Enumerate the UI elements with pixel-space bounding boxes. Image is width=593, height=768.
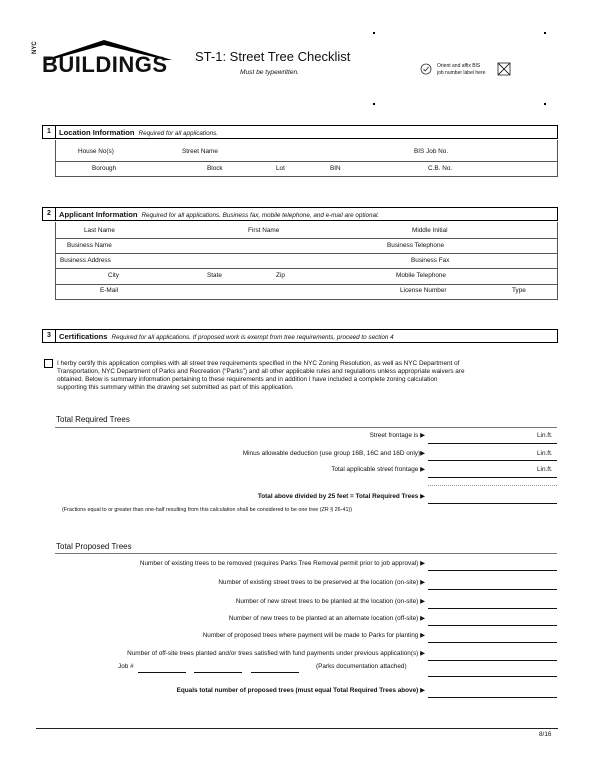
business-address-field[interactable]: Business Address (60, 257, 111, 264)
bis-label-line2: job number label here (437, 70, 486, 76)
field-border (55, 140, 56, 177)
heading-rule (55, 553, 557, 554)
field-border (557, 140, 558, 177)
job-number-input-2[interactable] (194, 672, 242, 673)
job-number-input-1[interactable] (138, 672, 186, 673)
section-1-header (42, 125, 558, 139)
page-number: 8/16 (539, 731, 552, 738)
certify-text-line-3: obtained. Below is summary information pertaining to these requirements and in addition I have included a complete zoning calculation (57, 376, 438, 383)
allowable-deduction-input[interactable] (428, 460, 557, 461)
section-1-title-text: Location Information (59, 128, 135, 137)
section-2-header (42, 207, 558, 221)
section-3-note: Required for all applications. If proposed work is exempt from tree requirements, proceed to section 4 (111, 334, 394, 341)
first-name-field[interactable]: First Name (248, 227, 280, 234)
calc-rule (428, 485, 557, 486)
applicable-frontage-unit: Lin.ft. (537, 466, 553, 473)
new-trees-onsite-label: Number of new street trees to be planted at the location (on-site) ▶ (235, 598, 425, 605)
block-field[interactable]: Block (207, 165, 223, 172)
new-trees-onsite-input[interactable] (428, 608, 557, 609)
registration-dot (373, 32, 375, 34)
business-fax-field[interactable]: Business Fax (411, 257, 450, 264)
field-divider (55, 299, 557, 300)
section-1-note: Required for all applications. (138, 130, 218, 137)
borough-field[interactable]: Borough (92, 165, 117, 172)
payment-trees-input[interactable] (428, 642, 557, 643)
last-name-field[interactable]: Last Name (84, 227, 115, 234)
section-number: 2 (43, 208, 56, 220)
payment-trees-label: Number of proposed trees where payment will be made to Parks for planting ▶ (202, 632, 425, 639)
equals-total-label: Equals total number of proposed trees (must equal Total Required Trees above) ▶ (176, 687, 425, 694)
field-border (55, 222, 56, 300)
street-frontage-input[interactable] (428, 443, 557, 444)
x-mark-icon (497, 62, 511, 76)
trees-preserved-input[interactable] (428, 589, 557, 590)
section-number: 3 (43, 330, 56, 342)
cb-no-field[interactable]: C.B. No. (428, 165, 453, 172)
field-divider (55, 284, 557, 285)
previous-application-trees-input[interactable] (428, 660, 557, 661)
applicable-frontage-input[interactable] (428, 477, 557, 478)
previous-application-trees-label: Number of off-site trees planted and/or trees satisfied with fund payments under previous application(s) ▶ (127, 650, 425, 657)
street-name-field[interactable]: Street Name (182, 148, 218, 155)
registration-dot (544, 32, 546, 34)
trees-preserved-label: Number of existing street trees to be preserved at the location (on-site) ▶ (218, 579, 425, 586)
allowable-deduction-unit: Lin.ft. (537, 450, 553, 457)
field-divider (55, 176, 557, 177)
section-number: 1 (43, 126, 56, 138)
field-border (557, 222, 558, 300)
page-title: ST-1: Street Tree Checklist (195, 49, 351, 64)
certify-checkbox[interactable] (44, 359, 53, 368)
certify-text-line-4: supporting this summary within the drawing set submitted as part of this application. (57, 384, 294, 391)
city-field[interactable]: City (108, 272, 120, 279)
section-2-note: Required for all applications. Business fax, mobile telephone, and e-mail are optional. (141, 212, 380, 219)
bin-field[interactable]: BIN (330, 165, 341, 172)
field-divider (55, 161, 557, 162)
allowable-deduction-label: Minus allowable deduction (use group 16B, 16C and 16D only)▶ (242, 450, 425, 457)
license-number-field[interactable]: License Number (400, 287, 447, 294)
check-circle-icon (420, 63, 432, 75)
zip-field[interactable]: Zip (276, 272, 285, 279)
trees-removed-input[interactable] (428, 570, 557, 571)
certify-text-line-2: Transportation, NYC Department of Parks and Recreation (“Parks”) and all other applicable rules and regulations unless appropriate waivers are (57, 368, 465, 375)
registration-dot (373, 103, 375, 105)
footer-rule (36, 728, 558, 729)
section-2-title-text: Applicant Information (59, 210, 138, 219)
trees-removed-label: Number of existing trees to be removed (requires Parks Tree Removal permit prior to job approval) ▶ (139, 560, 425, 567)
section-3-title-text: Certifications (59, 332, 108, 341)
new-trees-offsite-input[interactable] (428, 625, 557, 626)
job-parks-input[interactable] (428, 676, 557, 677)
bis-label-line1: Orient and affix BIS (437, 63, 481, 69)
business-telephone-field[interactable]: Business Telephone (387, 242, 445, 249)
field-divider (55, 238, 557, 239)
job-number-label: Job # (118, 663, 134, 670)
applicable-frontage-label: Total applicable street frontage ▶ (331, 466, 425, 473)
parks-documentation-note: (Parks documentation attached) (316, 663, 407, 670)
email-field[interactable]: E-Mail (100, 287, 119, 294)
state-field[interactable]: State (207, 272, 222, 279)
middle-initial-field[interactable]: Middle Initial (412, 227, 448, 234)
mobile-telephone-field[interactable]: Mobile Telephone (396, 272, 446, 279)
total-required-label: Total above divided by 25 feet = Total Required Trees ▶ (257, 493, 425, 500)
lot-field[interactable]: Lot (276, 165, 285, 172)
page-subtitle: Must be typewritten. (240, 69, 300, 76)
business-name-field[interactable]: Business Name (67, 242, 112, 249)
required-trees-heading: Total Required Trees (56, 415, 130, 424)
street-frontage-label: Street frontage is ▶ (369, 432, 425, 439)
section-title (59, 128, 218, 137)
registration-dot (544, 103, 546, 105)
field-divider (55, 253, 557, 254)
bis-job-no-field[interactable]: BIS Job No. (414, 148, 449, 155)
equals-total-input[interactable] (428, 697, 557, 698)
heading-rule (55, 427, 557, 428)
nyc-logo-label: NYC (32, 41, 38, 54)
house-no-field[interactable]: House No(s) (78, 148, 114, 155)
street-frontage-unit: Lin.ft. (537, 432, 553, 439)
new-trees-offsite-label: Number of new trees to be planted at an alternate location (off-site) ▶ (228, 615, 425, 622)
section-title (59, 332, 394, 341)
total-required-input[interactable] (428, 503, 557, 504)
section-3-header (42, 329, 558, 343)
fraction-note: (Fractions equal to or greater than one-half resulting from this calculation shall be considered to be one tree (ZR § 26-41)) (62, 507, 353, 513)
proposed-trees-heading: Total Proposed Trees (56, 542, 132, 551)
certify-text-line-1: I herby certify this application complies with all street tree requirements specified in the NYC Zoning Resolution, as well as NYC Department of (57, 360, 460, 367)
section-title (59, 210, 379, 219)
buildings-logo: BUILDINGS (42, 52, 168, 77)
field-divider (55, 268, 557, 269)
type-field[interactable]: Type (512, 287, 526, 294)
job-number-input-3[interactable] (251, 672, 299, 673)
